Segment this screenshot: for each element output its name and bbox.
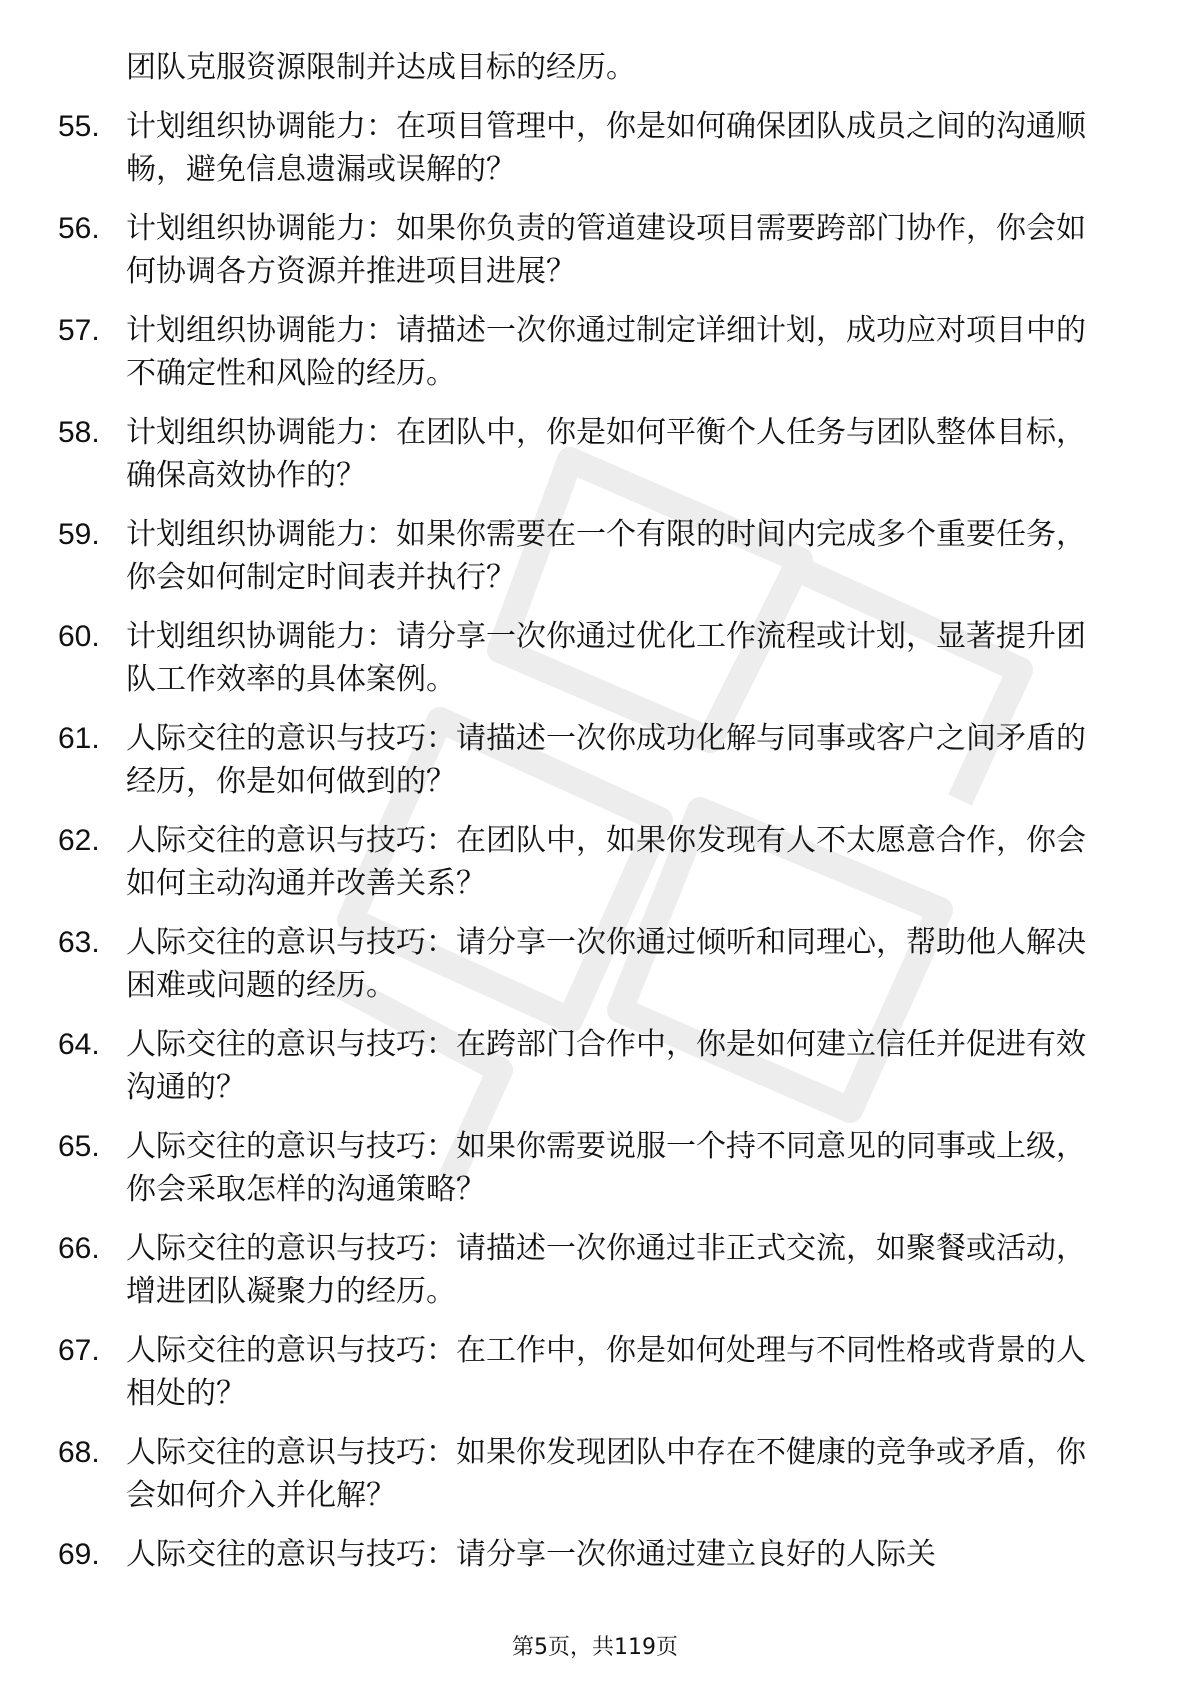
question-number: 56.: [58, 212, 100, 245]
question-number: 66.: [58, 1232, 100, 1265]
question-item: [58, 513, 1118, 599]
question-item: [58, 309, 1118, 395]
question-number: 59.: [58, 518, 100, 551]
question-item: [58, 105, 1118, 191]
question-number: 55.: [58, 110, 100, 143]
question-number: 65.: [58, 1130, 100, 1163]
question-number: 63.: [58, 926, 100, 959]
question-item: [58, 717, 1118, 803]
question-number: 57.: [58, 314, 100, 347]
question-item: [58, 1533, 1118, 1576]
question-number: 61.: [58, 722, 100, 755]
question-text: 人际交往的意识与技巧：请描述一次你成功化解与同事或客户之间矛盾的经历，你是如何做到的？: [126, 721, 1086, 799]
question-number: 60.: [58, 620, 100, 653]
question-text: 计划组织协调能力：在团队中，你是如何平衡个人任务与团队整体目标，确保高效协作的？: [126, 415, 1086, 493]
question-item: [58, 615, 1118, 701]
question-item: [58, 1023, 1118, 1109]
page-footer: 第5页，共119页: [512, 1635, 678, 1660]
question-text: 人际交往的意识与技巧：请分享一次你通过建立良好的人际关: [126, 1537, 936, 1572]
question-item: [58, 1431, 1118, 1517]
question-text: 计划组织协调能力：在项目管理中，你是如何确保团队成员之间的沟通顺畅，避免信息遗漏或误解的？: [126, 109, 1086, 187]
question-number: 69.: [58, 1538, 100, 1571]
question-text: 人际交往的意识与技巧：如果你需要说服一个持不同意见的同事或上级，你会采取怎样的沟通策略？: [126, 1129, 1086, 1207]
question-item: [58, 1329, 1118, 1415]
question-text: 人际交往的意识与技巧：请分享一次你通过倾听和同理心，帮助他人解决困难或问题的经历。: [126, 925, 1086, 1003]
question-text: 计划组织协调能力：请描述一次你通过制定详细计划，成功应对项目中的不确定性和风险的经历。: [126, 313, 1086, 391]
question-item: [58, 921, 1118, 1007]
question-number: 67.: [58, 1334, 100, 1367]
question-item: [58, 1227, 1118, 1313]
question-item: [58, 819, 1118, 905]
question-item: [58, 1125, 1118, 1211]
question-list: [58, 46, 1118, 1592]
continued-text: 团队克服资源限制并达成目标的经历。: [126, 50, 636, 85]
question-text: 人际交往的意识与技巧：在工作中，你是如何处理与不同性格或背景的人相处的？: [126, 1333, 1086, 1411]
question-number: 62.: [58, 824, 100, 857]
question-number: 58.: [58, 416, 100, 449]
question-text: 计划组织协调能力：如果你需要在一个有限的时间内完成多个重要任务，你会如何制定时间表并执行？: [126, 517, 1086, 595]
question-item: [58, 411, 1118, 497]
question-number: 68.: [58, 1436, 100, 1469]
question-text: 计划组织协调能力：请分享一次你通过优化工作流程或计划，显著提升团队工作效率的具体案例。: [126, 619, 1086, 697]
question-number: 64.: [58, 1028, 100, 1061]
question-text: 人际交往的意识与技巧：在团队中，如果你发现有人不太愿意合作，你会如何主动沟通并改善关系？: [126, 823, 1086, 901]
question-text: 人际交往的意识与技巧：在跨部门合作中，你是如何建立信任并促进有效沟通的？: [126, 1027, 1086, 1105]
question-text: 人际交往的意识与技巧：如果你发现团队中存在不健康的竞争或矛盾，你会如何介入并化解？: [126, 1435, 1086, 1513]
question-text: 人际交往的意识与技巧：请描述一次你通过非正式交流，如聚餐或活动，增进团队凝聚力的经历。: [126, 1231, 1086, 1309]
question-text: 计划组织协调能力：如果你负责的管道建设项目需要跨部门协作，你会如何协调各方资源并推进项目进展？: [126, 211, 1086, 289]
question-item: [58, 207, 1118, 293]
